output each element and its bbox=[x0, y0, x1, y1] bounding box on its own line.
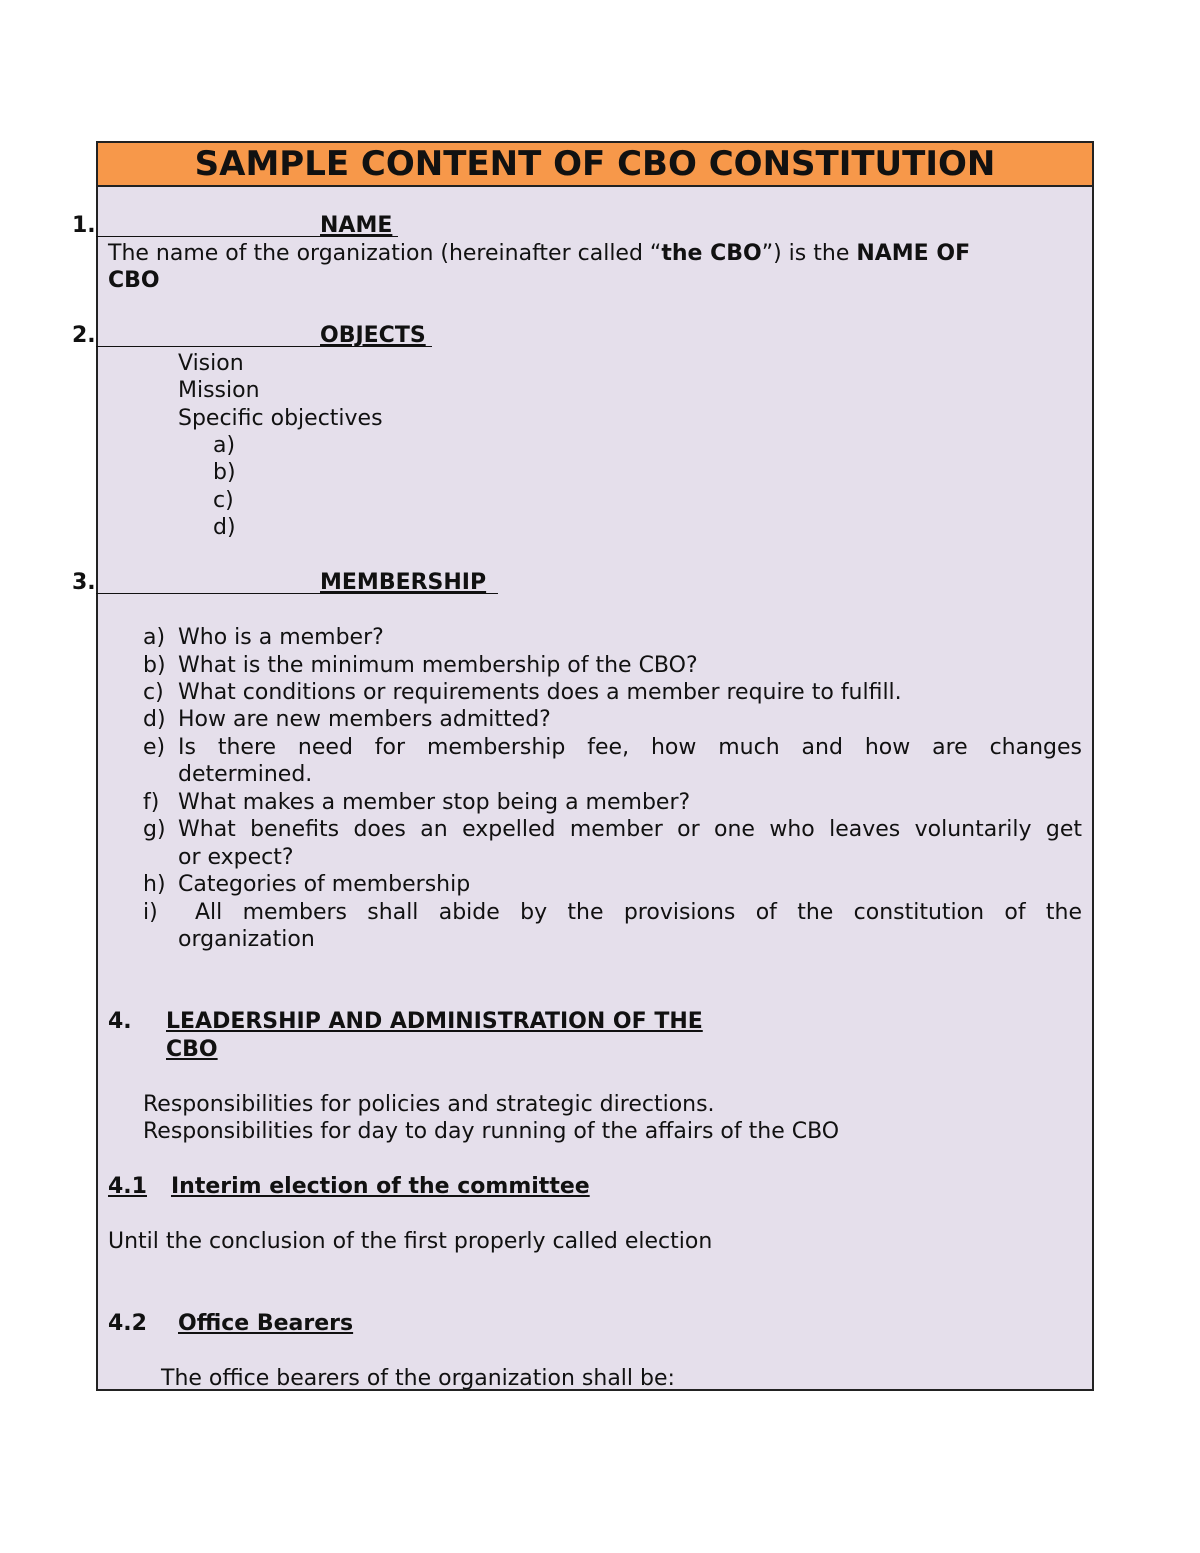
section-1-paragraph-cont: CBO bbox=[108, 268, 160, 293]
section-4-number: 4. bbox=[108, 1009, 132, 1034]
subsection-4-2-number: 4.2 bbox=[108, 1311, 147, 1336]
objects-mission: Mission bbox=[178, 378, 260, 403]
subsection-4-1-heading: 4.1 Interim election of the committee bbox=[108, 1174, 590, 1199]
objective-b: b) bbox=[213, 460, 236, 485]
subsection-4-2-text: The office bearers of the organization shall be: bbox=[161, 1366, 675, 1391]
section-2-heading: OBJECTS bbox=[320, 323, 426, 348]
leadership-line: Responsibilities for day to day running of the affairs of the CBO bbox=[143, 1119, 840, 1144]
section-1-number: 1. bbox=[72, 213, 96, 238]
subsection-4-1-text: Until the conclusion of the first properly called election bbox=[108, 1229, 713, 1254]
objects-vision: Vision bbox=[178, 351, 244, 376]
document-title: SAMPLE CONTENT OF CBO CONSTITUTION bbox=[98, 143, 1092, 187]
subsection-4-2-heading: Office Bearers bbox=[178, 1311, 354, 1336]
section-2-number: 2. bbox=[72, 323, 96, 348]
objective-a: a) bbox=[213, 433, 236, 458]
section-4-heading: LEADERSHIP AND ADMINISTRATION OF THE bbox=[166, 1009, 703, 1034]
section-1-heading: NAME bbox=[320, 213, 393, 238]
section-1-paragraph: The name of the organization (hereinafter called “the CBO”) is the NAME OF bbox=[108, 241, 971, 266]
section-4-heading-cont: CBO bbox=[166, 1037, 218, 1062]
objects-specific: Specific objectives bbox=[178, 406, 383, 431]
section-3-heading: MEMBERSHIP bbox=[320, 570, 487, 595]
section-3-number: 3. bbox=[72, 570, 96, 595]
objective-d: d) bbox=[213, 515, 236, 540]
objective-c: c) bbox=[213, 488, 234, 513]
leadership-line: Responsibilities for policies and strategic directions. bbox=[143, 1092, 715, 1117]
